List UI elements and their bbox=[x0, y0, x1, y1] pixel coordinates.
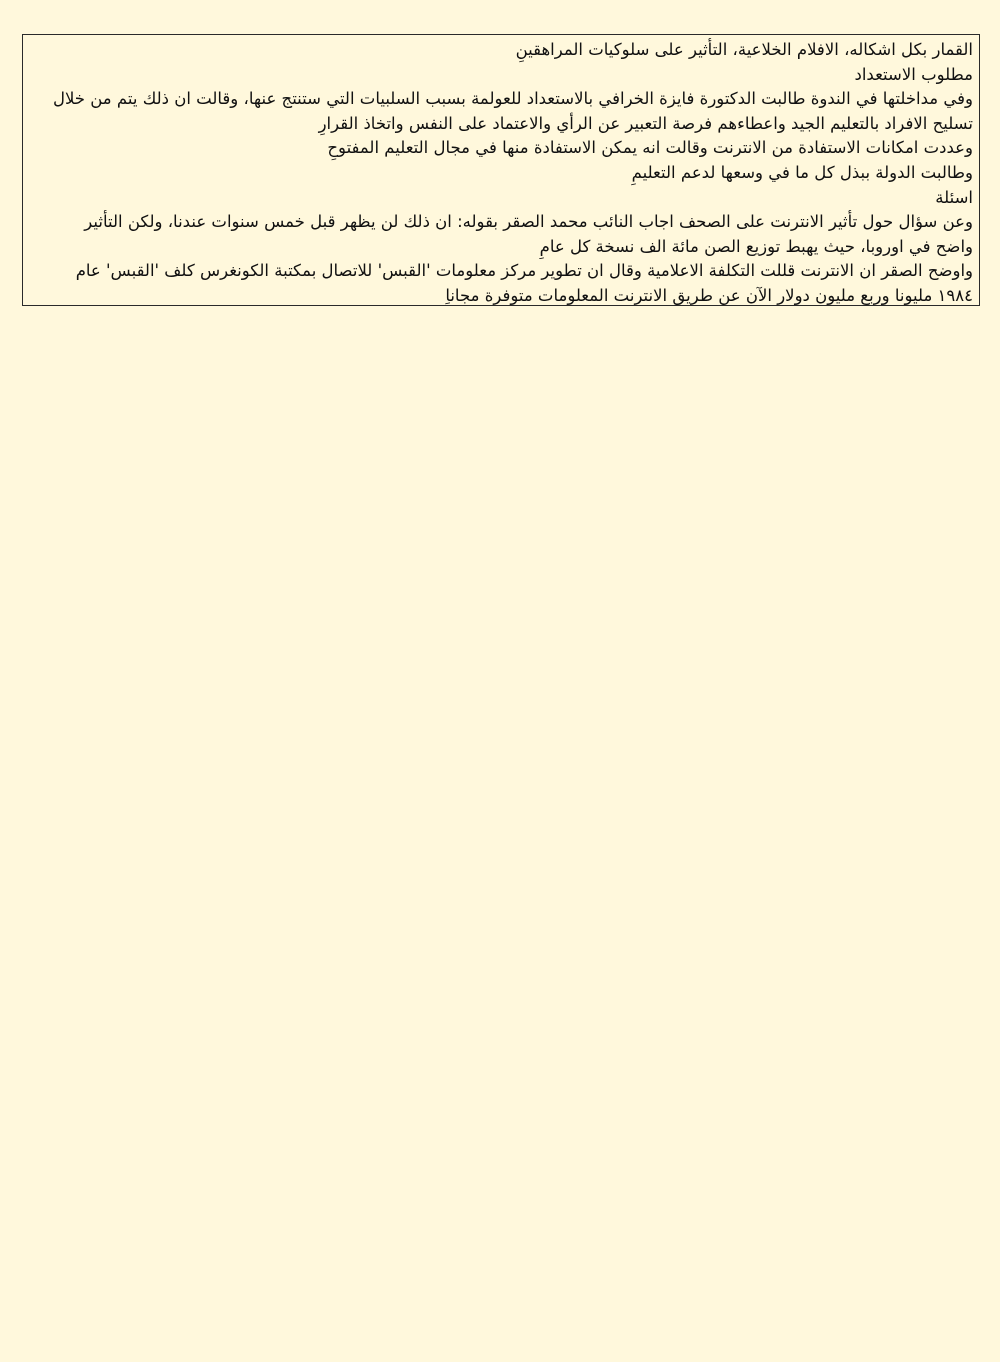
text-line-8: وعن سؤال حول تأثير الانترنت على الصحف اجاب النائب محمد الصقر بقوله: ان ذلك لن يظهر قبل خمس سنوات عندنا، ولكن التأثير bbox=[84, 212, 973, 232]
text-line-4: تسليح الافراد بالتعليم الجيد واعطاءهم فرصة التعبير عن الرأي والاعتماد على النفس واتخاذ القرارِ bbox=[318, 113, 973, 133]
text-line-5: وعددت امكانات الاستفادة من الانترنت وقالت انه يمكن الاستفادة منها في مجال التعليم المفتوحِ bbox=[327, 138, 973, 158]
text-line-6: وطالبت الدولة ببذل كل ما في وسعها لدعم التعليمِ bbox=[631, 162, 973, 182]
subheading-questions: اسئلة bbox=[935, 187, 973, 207]
text-line-9: واضح في اوروبا، حيث يهبط توزيع الصن مائة الف نسخة كل عامِ bbox=[539, 236, 973, 256]
text-line-3: وفي مداخلتها في الندوة طالبت الدكتورة فايزة الخرافي بالاستعداد للعولمة بسبب السلبيات التي ستنتج عنها، وقالت ان ذلك يتم من خلال bbox=[52, 89, 973, 109]
text-line-11: ١٩٨٤ مليونا وربع مليون دولار الآن عن طريق الانترنت المعلومات متوفرة مجاناِ bbox=[445, 285, 973, 305]
text-line-10: واوضح الصقر ان الانترنت قللت التكلفة الاعلامية وقال ان تطوير مركز معلومات 'القبس' للاتصال بمكتبة الكونغرس كلف 'القبس' عام bbox=[75, 261, 973, 281]
document-text-box bbox=[22, 34, 980, 306]
text-line-1: القمار بكل اشكاله، الافلام الخلاعية، التأثير على سلوكيات المراهقينِ bbox=[515, 40, 973, 59]
subheading-preparation: مطلوب الاستعداد bbox=[854, 64, 973, 84]
